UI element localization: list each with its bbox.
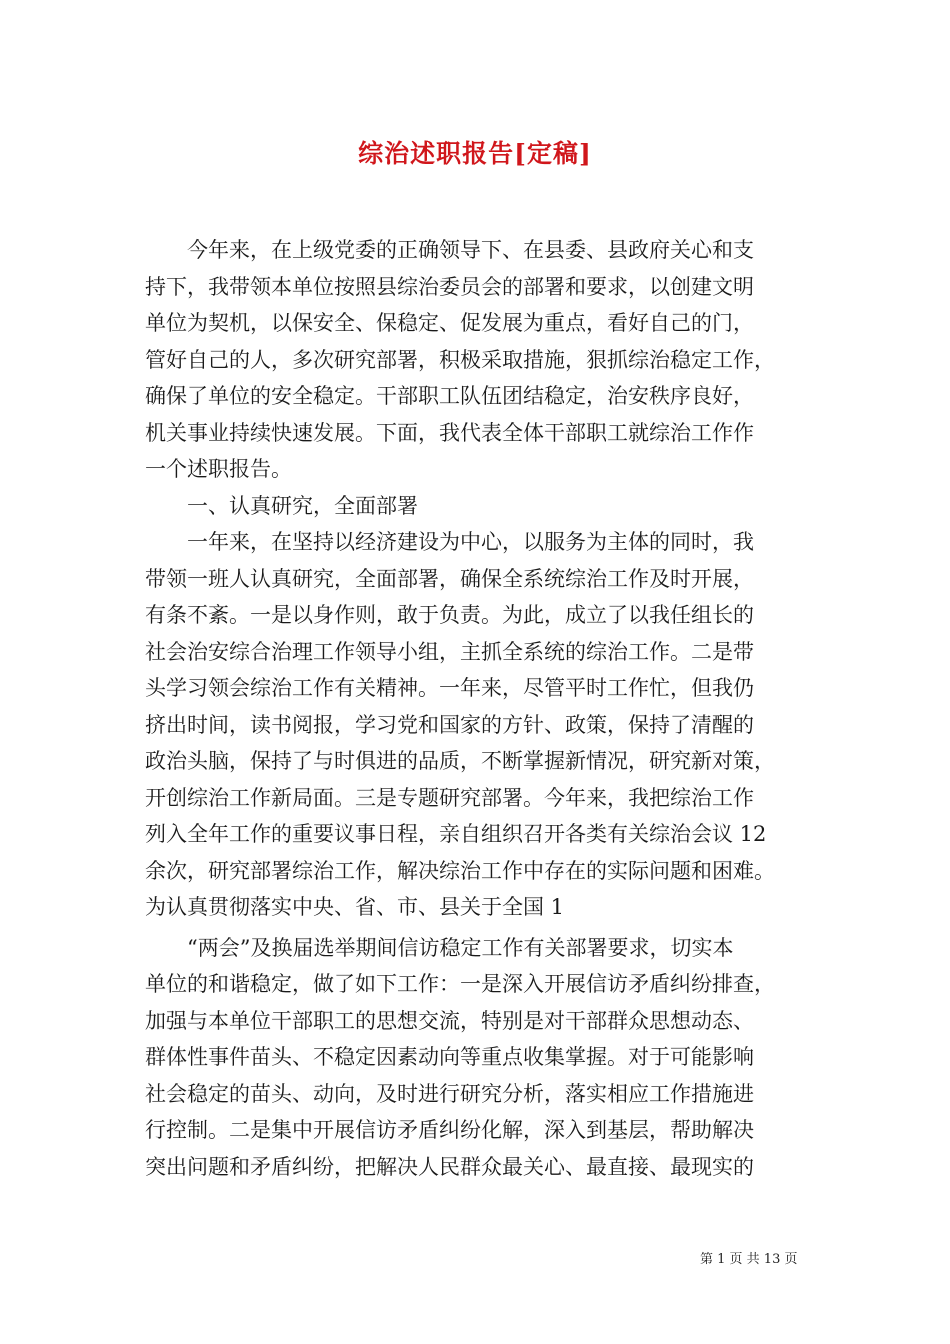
document-title: 综治述职报告[定稿] (358, 139, 592, 168)
paragraph-intro (145, 232, 815, 488)
text-line: 带领一班人认真研究，全面部署，确保全系统综治工作及时开展， (145, 566, 754, 591)
text-line: “两会”及换届选举期间信访稳定工作有关部署要求，切实本 (145, 935, 734, 960)
text-line: 有条不紊。一是以身作则，敢于负责。为此，成立了以我任组长的 (145, 603, 754, 627)
text-line: 列入全年工作的重要议事日程，亲自组织召开各类有关综治会议 12 (145, 822, 767, 846)
page-number-footer: 第 1 页 共 13 页 (700, 1252, 798, 1267)
section-heading (145, 488, 815, 525)
text-line: 社会稳定的苗头、动向，及时进行研究分析，落实相应工作措施进 (145, 1081, 754, 1106)
text-line: 一年来，在坚持以经济建设为中心，以服务为主体的同时，我 (145, 530, 754, 554)
text-line: 挤出时间，读书阅报，学习党和国家的方针、政策，保持了清醒的 (145, 712, 754, 737)
text-line: 行控制。二是集中开展信访矛盾纠纷化解，深入到基层，帮助解决 (145, 1118, 754, 1142)
text-line: 社会治安综合治理工作领导小组，主抓全系统的综治工作。二是带 (145, 639, 754, 664)
text-line: 管好自己的人，多次研究部署，积极采取措施，狠抓综治稳定工作， (145, 347, 775, 372)
text-line: 群体性事件苗头、不稳定因素动向等重点收集掌握。对于可能影响 (145, 1045, 754, 1069)
text-line: 突出问题和矛盾纠纷，把解决人民群众最关心、最直接、最现实的 (145, 1154, 754, 1179)
text-line: 头学习领会综治工作有关精神。一年来，尽管平时工作忙，但我仍 (145, 676, 754, 700)
text-line: 机关事业持续快速发展。下面，我代表全体干部职工就综治工作作 (145, 420, 754, 445)
text-line: 政治头脑，保持了与时俱进的品质，不断掌握新情况，研究新对策， (145, 749, 775, 773)
text-line: 持下，我带领本单位按照县综治委员会的部署和要求，以创建文明 (145, 274, 754, 299)
text-line: 加强与本单位干部职工的思想交流，特别是对干部群众思想动态、 (145, 1008, 754, 1033)
text-line: 单位为契机，以保安全、保稳定、促发展为重点，看好自己的门， (145, 311, 754, 335)
text-line: 为认真贯彻落实中央、省、市、县关于全国 1 (145, 895, 565, 919)
paragraph-two-sessions (145, 930, 815, 1186)
text-line: 开创综治工作新局面。三是专题研究部署。今年来，我把综治工作 (145, 785, 754, 810)
text-line: 单位的和谐稳定，做了如下工作：一是深入开展信访矛盾纠纷排查， (145, 972, 775, 996)
text-line: 一个述职报告。 (145, 457, 292, 481)
text-line: 余次，研究部署综治工作，解决综治工作中存在的实际问题和困难。 (145, 858, 775, 883)
document-body (145, 232, 815, 1185)
text-line: 今年来，在上级党委的正确领导下、在县委、县政府关心和支 (145, 238, 754, 262)
paragraph-section-one (145, 524, 815, 926)
text-line: 确保了单位的安全稳定。干部职工队伍团结稳定，治安秩序良好， (145, 384, 754, 408)
text-line: 一、认真研究，全面部署 (145, 493, 418, 518)
